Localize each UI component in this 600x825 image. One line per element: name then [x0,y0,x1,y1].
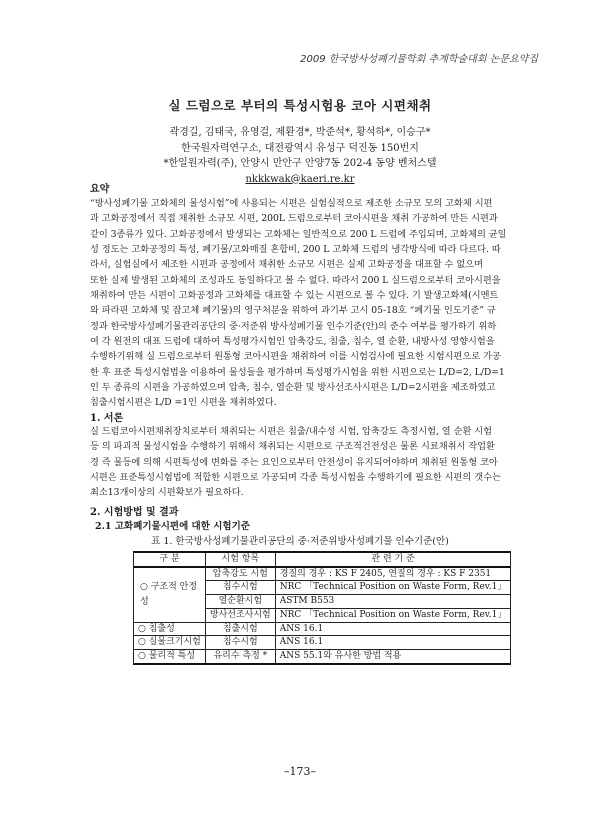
text-line: 같이 3종류가 있다. 고화공정에서 발생되는 고화체는 일반적으로 200 L 드럼에 주입되며, 고화체의 균일 [90,228,507,240]
text-line: 또한 실제 발생된 고화체의 조성과도 동일하다고 볼 수 없다. 따라서 200 L 실드럼으로부터 코아시편을 [90,274,501,286]
text-line: 실 드럼코아시편채취장치로부터 채취되는 시편은 침출/내수성 시험, 압축강도 측정시험, 열 순환 시험 [90,426,493,437]
abstract-heading: 요약 [90,184,110,195]
text-line: 침출시험시편은 L/D =1인 시편을 채취하였다. [90,397,277,409]
group-cell: ○ 침출성 [134,622,206,636]
group-cell: ○ 실물크기시험 [134,636,206,650]
text-line: 라서, 실험실에서 제조한 시편과 공정에서 채취한 소규모 시편은 실제 고화공정을 대표할 수 없으며 [90,259,483,271]
methods-subheading: 2.1 고화폐기물시편에 대한 시험기준 [95,521,250,532]
standard-cell: ASTM B553 [275,595,511,609]
text-line: 성 정도는 고화공정의 특성, 폐기물/고화매질 혼합비, 200 L 고화체 드럼의 냉각방식에 따라 다르다. 따 [90,244,501,256]
text-line: 와 파라핀 고화체 및 잡고체 폐기물)의 영구처분을 위하여 과기부 고시 05-18호 “폐기물 인도기준” 규 [90,305,496,317]
standard-cell: NRC 「Technical Position on Waste Form, Rev.1」 [275,581,511,595]
methods-heading: 2. 시험방법 및 결과 [90,507,179,518]
test-item-cell: 유리수 측정 * [205,649,275,663]
standard-cell: ANS 55.1와 유사한 방법 적용 [275,649,511,663]
intro-heading: 1. 서론 [90,413,124,424]
table-row [134,649,511,663]
standard-cell: ANS 16.1 [275,622,511,636]
abstract-body [90,196,508,411]
text-line: 시편은 표준특성시험법에 적합한 시편으로 가공되며 각종 특성시험을 수행하기에 필요한 시편의 갯수는 [90,472,501,484]
table-row [134,622,511,636]
table-header-row [134,552,511,567]
author-block [0,125,600,187]
text-line: 최소13개이상의 시편확보가 필요하다. [90,487,244,499]
text-line: 수행하기위해 실 드럼으로부터 원통형 코아시편을 채취하여 이를 시험검사에 필요한 시험시편으로 가공 [90,351,501,363]
affiliation-1: 한국원자력연구소, 대전광역시 유성구 덕진동 150번지 [181,142,419,154]
text-line: 여 각 원전의 대표 드럼에 대하여 특성평가시험인 압축강도, 침출, 침수, 열 순환, 내방사성 영향시험을 [90,336,495,348]
group-structural-stability: ○ 구조적 안정성 [134,567,206,622]
page-number: –173– [284,765,316,778]
text-line: 한 후 표준 특성시험법을 이용하여 물성들을 평가하며 특성평가시험을 위한 시편으로는 L/D=2, L/D=1 [90,366,505,378]
col-header-category: 구 분 [134,552,206,567]
standard-cell: NRC 「Technical Position on Waste Form, Rev.1」 [275,608,511,622]
text-line: 경 즉 물등에 의해 시편특성에 변화를 주는 요인으로부터 안전성이 유지되어야하며 채취된 원통형 코아 [90,456,498,468]
test-item-cell: 압축강도 시험 [205,567,275,581]
text-line: 과 고화공정에서 직접 채취한 소규모 시편, 200L 드럼으로부터 코아시편을 채취 가공하여 만든 시편과 [90,213,498,225]
text-line: “방사성폐기물 고화체의 물성시험”에 사용되는 시편은 실험실적으로 제조한 소규모 모의 고화체 시편 [90,198,493,209]
test-item-cell: 침출시험 [205,622,275,636]
table-row [134,567,511,581]
col-header-standard: 관 련 기 준 [275,552,511,567]
table-row [134,636,511,650]
test-item-cell: 침수시험 [205,636,275,650]
group-cell: ○ 물리적 특성 [134,649,206,663]
paper-title: 실 드럼으로 부터의 특성시험용 코아 시편채취 [168,98,432,113]
standard-cell: ANS 16.1 [275,636,511,650]
affiliation-2: *한일원자력(주), 안양시 만안구 안양7동 202-4 동양 벤처스텔 [163,158,437,169]
contact-email: nkkkwak@kaeri.re.kr [245,173,355,185]
standard-cell: 경질의 경우 : KS F 2405, 연질의 경우 : KS F 2351 [275,567,511,581]
text-line: 정과 한국방사성폐기물관리공단의 중·저준위 방사성폐기물 인수기준(안)의 준수 여부를 평가하기 위하 [90,320,497,332]
text-line: 등 의 파괴적 물성시험을 수행하기 위해서 채취되는 시편으로 구조적건전성은 물론 시료채취시 작업환 [90,441,495,453]
intro-body [90,424,508,501]
col-header-test-item: 시험 항목 [205,552,275,567]
running-header: 2009 한국방사성폐기물학회 추계학술대회 논문요약집 [300,54,538,65]
criteria-table [133,551,511,665]
text-line: 인 두 종류의 시편을 가공하였으며 압축, 침수, 열순환 및 방사선조사시편은 L/D=2시편을 제조하였고 [90,382,496,394]
test-item-cell: 방사선조사시험 [205,608,275,622]
text-line: 채취하여 만든 시편이 고화공정과 고화체를 대표할 수 있는 시편으로 볼 수 있다. 기 발생고화체(시멘트 [90,290,499,302]
table-caption: 표 1. 한국방사성폐기물관리공단의 중·저준위방사성폐기물 인수기준(안) [151,536,449,547]
test-item-cell: 열순환시험 [205,595,275,609]
author-list: 곽경길, 김태국, 유영걸, 제환경*, 박준석*, 황석하*, 이승구* [169,127,431,138]
test-item-cell: 침수시험 [205,581,275,595]
